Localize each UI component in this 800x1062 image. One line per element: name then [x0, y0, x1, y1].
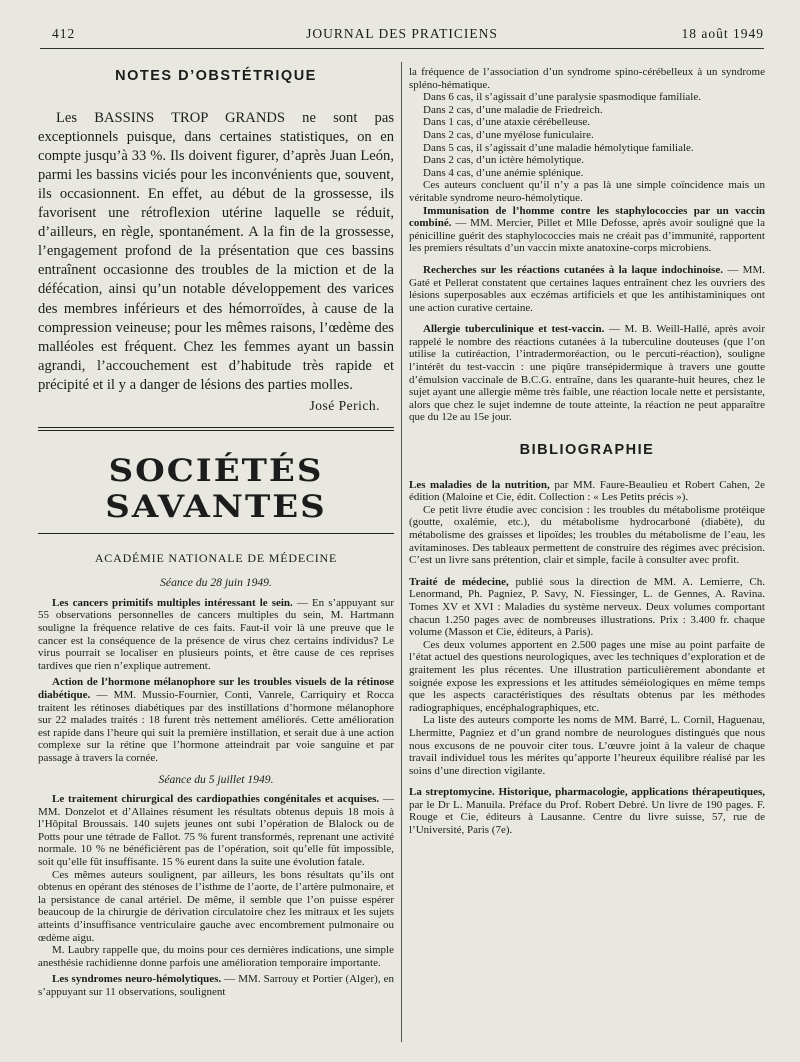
article-cardiopathies [38, 793, 394, 869]
article-text: — En s’appuyant sur 55 observations personnelles de cancers multiples du sein, M. Hartmann souligne la fréquence relative de ces faits. Faut-il voir là une preuve que le cancer est la conséquence de la présence de virus chez certains individus? Le virus pourrait se localiser en plusieurs points, et être cause de ces reprises tardives que rien n’explique autrement. [38, 596, 394, 672]
article-title: Le traitement chirurgical des cardiopathies congénitales et acquises. [52, 793, 380, 806]
bibliographie-title: BIBLIOGRAPHIE [519, 442, 655, 459]
notes-title: NOTES D’OBSTÉTRIQUE [115, 68, 317, 84]
article-title: Les syndromes neuro-hémolytiques. [52, 973, 222, 986]
bib-traite [409, 576, 765, 639]
spacer [409, 255, 765, 264]
societes-rule [38, 533, 394, 534]
paragraph: Ces mêmes auteurs soulignent, par ailleurs, les bons résultats qu’ils ont obtenus en opérant des sténoses de l’isthme de l’aorte, de l’artère pulmonaire, et la persistance de canal artériel. De même, il semble que l’on puisse espérer beaucoup de la chirurgie de dérivation circulatoire chez les mitraux et les sujets atteints d’insuffisance ventriculaire gauche avec encombrement pulmonaire ou œdème aigu. [38, 868, 394, 944]
spacer [409, 777, 765, 786]
column-divider [401, 62, 402, 1042]
article-text: — MM. Gaté et Pellerat constatent que certaines laques entraînent chez les ouvriers des lésions superposables aux eczémas artificiels et que les antihistaminiques ont une action curative certaine. [409, 263, 765, 314]
spacer [409, 314, 765, 323]
paragraph: Ces deux volumes apportent en 2.500 pages une mise au point parfaite de l’état actuel des questions neurologiques, avec les techniques d’exploration et de graitement les plus récentes. Une illustration particulièrement abondante et soignée expose les expressions et les attitudes séméiologiques en même temps que les aspects caractéristiques des résultats obtenus par les méthodes radiographiques, encéphalographiques, etc. [409, 638, 765, 714]
paragraph: la fréquence de l’association d’un syndrome spino-cérébelleux à un syndrome spléno-hématique. [409, 66, 765, 91]
article-hormone [38, 676, 394, 764]
book-info: publié sous la direction de MM. A. Lemierre, Ch. Lenormand, Ph. Pagniez, P. Savy, N. Fiessinger, L. de Gennes, A. Ravina. Tomes XV et XVI : Maladies du système nerveux. Deux volumes comportant chacun 1.250 pages avec de nombreuses illustrations. Prix : 3.400 fr. chaque volume (Masson et Cie, éditeurs, à Paris). [409, 575, 766, 639]
page-number: 412 [52, 26, 76, 41]
societes-title [38, 449, 394, 529]
seance-date-2: Séance du 5 juillet 1949. [158, 772, 274, 786]
case-item: Dans 4 cas, d’une anémie splénique. [423, 166, 584, 179]
spacer [409, 567, 765, 576]
section-rule [38, 427, 394, 431]
bib-streptomycine [409, 786, 765, 836]
paragraph: La liste des auteurs comporte les noms de MM. Barré, L. Cornil, Haguenau, Lhermitte, Pagniez et d’un grand nombre de neurologues distingués que nous nous excusons de ne pouvoir citer tous. L’œuvre joint à la valeur de chaque travail individuel tous les mérites qu’apporte l’heureux équilibre réalisé par les soins d’une direction vigilante. [409, 714, 765, 777]
article-text: — MM. Mercier, Pillet et Mlle Defosse, après avoir souligné que la pénicilline guérit des staphylococcies mais ne créait pas d’immunité, rapportent les premiers résultats d’un vaccin mixte anatoxine-corps microbiens. [409, 217, 765, 255]
notes-article [38, 109, 394, 395]
article-title: Allergie tuberculinique et test-vaccin. [423, 323, 605, 336]
running-header [40, 26, 764, 46]
article-cancers [38, 597, 394, 673]
article-title: Les cancers primitifs multiples intéressant le sein. [52, 596, 293, 609]
bib-nutrition [409, 479, 765, 504]
academie-heading: ACADÉMIE NATIONALE DE MÉDECINE [94, 550, 338, 565]
article-immunisation [409, 205, 765, 255]
seance-date-1: Séance du 28 juin 1949. [160, 576, 272, 590]
book-title: Les maladies de la nutrition, [409, 478, 550, 491]
book-title: Traité de médecine, [409, 575, 509, 588]
issue-date: 18 août 1949 [681, 26, 764, 41]
article-laque [409, 264, 765, 314]
journal-title: JOURNAL DES PRATICIENS [306, 26, 498, 41]
case-item: Dans 1 cas, d’une ataxie cérébelleuse. [423, 116, 591, 129]
article-title: Recherches sur les réactions cutanées à la laque indochinoise. [423, 263, 723, 276]
article-allergie [409, 323, 765, 424]
book-info: par le Dr L. Manuila. Préface du Prof. Robert Debré. Un livre de 190 pages. F. Rouge et Cie, éditeurs à Lausanne. Centre du livre suisse, 57, rue de l’Université, Paris (7e). [409, 798, 765, 837]
case-item: Dans 6 cas, il s’agissait d’une paralysie spasmodique familiale. [423, 91, 701, 104]
header-rule [40, 48, 764, 49]
book-title: La streptomycine. Historique, pharmacologie, applications thérapeutiques, [409, 786, 765, 799]
case-item: Dans 2 cas, d’une maladie de Friedreich. [423, 103, 603, 116]
article-text: — MM. Mussio-Fournier, Conti, Vanrele, Carriquiry et Rocca traitent les rétinoses diabétiques par des instillations d’hormone mélanophore sur 22 malades traités : 18 furent très nettement améliorés. Cette amélioration est rapide dans l’heure qui suit la première instillation, et serait due à une action complexe sur la rétine que l’hormone atteindrait par voie sanguine et par passage à travers la cornée. [38, 688, 394, 764]
paragraph: M. Laubry rappelle que, du moins pour ces dernières indications, une simple anesthésie rachidienne donne parfois une amélioration temporaire importante. [38, 944, 394, 969]
societes-title-text: SOCIÉTÉS SAVANTES [105, 452, 327, 525]
case-item: Dans 2 cas, d’un ictère hémolytique. [423, 154, 584, 167]
left-column [38, 62, 394, 999]
case-item: Dans 5 cas, il s’agissait d’une maladie hémolytique familiale. [423, 141, 694, 154]
notes-text: Les BASSINS TROP GRANDS ne sont pas exceptionnels puisque, dans certaines statistiques, on en compte jusqu’à 33 %. Ils doivent figurer, d’après Juan León, parmi les bassins viciés pour les inconvénients que, souvent, ils occasionnent. En effet, au début de la grossesse, ils favorisent une rétroflexion utérine laquelle se réduit, d’ailleurs, en règle, spontanément. A la fin de la grossesse, l’engagement profond de la présentation que ces bassins entraînent occasionne des troubles de la miction et de la défécation, ainsi qu’un notable développement des varices des membres inférieurs et des hémorroïdes, à cause de la compression veineuse; pour les mêmes raisons, l’œdème des malléoles est fréquent. Chez les femmes ayant un bassin agrandi, l’accouchement est d’habitude très rapide et précipité et il y a danger de lésions des parties molles. [38, 109, 394, 393]
paragraph: Ces auteurs concluent qu’il n’y a pas là une simple coïncidence mais un véritable syndrome neuro-hémolytique. [409, 179, 765, 204]
paragraph: Ce petit livre étudie avec concision : les troubles du métabolisme protéique (goutte, oxalémie, etc.), du métabolisme hydrocarboné (diabète), du métabolisme des graisses et lipoïdes; les troubles du métabolisme de l’eau, les avitaminoses. Des tableaux permettent de construire des régimes avec précision. C’est un livre sans prétention, clair et simple, facile à consulter avec profit. [409, 503, 765, 567]
article-title: Immunisation de l’homme contre les staphylococcies par un vaccin combiné. [409, 204, 765, 230]
notes-signature: José Perich. [309, 398, 380, 413]
article-text: — MM. Sarrouy et Portier (Alger), en s’appuyant sur 11 observations, soulignent [38, 973, 394, 998]
article-syndromes [38, 973, 394, 998]
article-title: Action de l’hormone mélanophore sur les troubles visuels de la rétinose diabétique. [38, 676, 394, 701]
article-text: — MM. Donzelot et d’Allaines résument les résultats obtenus depuis 18 mois à l’Hôpital Broussais. 140 sujets jeunes ont subi l’opération de Blalock ou de Potts pour une tétrade de Fallot. 75 % furent transformés, reprenant une activité normale. 10 % ne bénéficièrent pas de l’opération, soit qu’elle fût impossible, soit qu’elle fût insuffisante. 15 % eurent dans la suite une évolution fatale. [38, 793, 394, 869]
article-text: — M. B. Weill-Hallé, après avoir rappelé le nombre des réactions cutanées à la tuberculine douteuses (que l’on utilise la cutiréaction, l’intradermoréaction, ou le percuti-réaction), souligne l’intérêt du test-vaccin : une piqûre transépidermique à travers une goutte d’émulsion vaccinale de B.C.G. entraîne, dans les quarante-huit heures, chez le sujet ayant une allergie même très faible, une réaction locale nette et persistante, alors que chez le sujet indemne de toute atteinte, la réaction ne peut apparaître que du 12e au 15e jour. [409, 323, 766, 424]
case-item: Dans 2 cas, d’une myélose funiculaire. [423, 128, 594, 141]
right-column [409, 66, 765, 837]
book-info: par MM. Faure-Beaulieu et Robert Cahen, 2e édition (Maloine et Cie, édit. Collection : « Les Petits précis »). [409, 478, 765, 504]
